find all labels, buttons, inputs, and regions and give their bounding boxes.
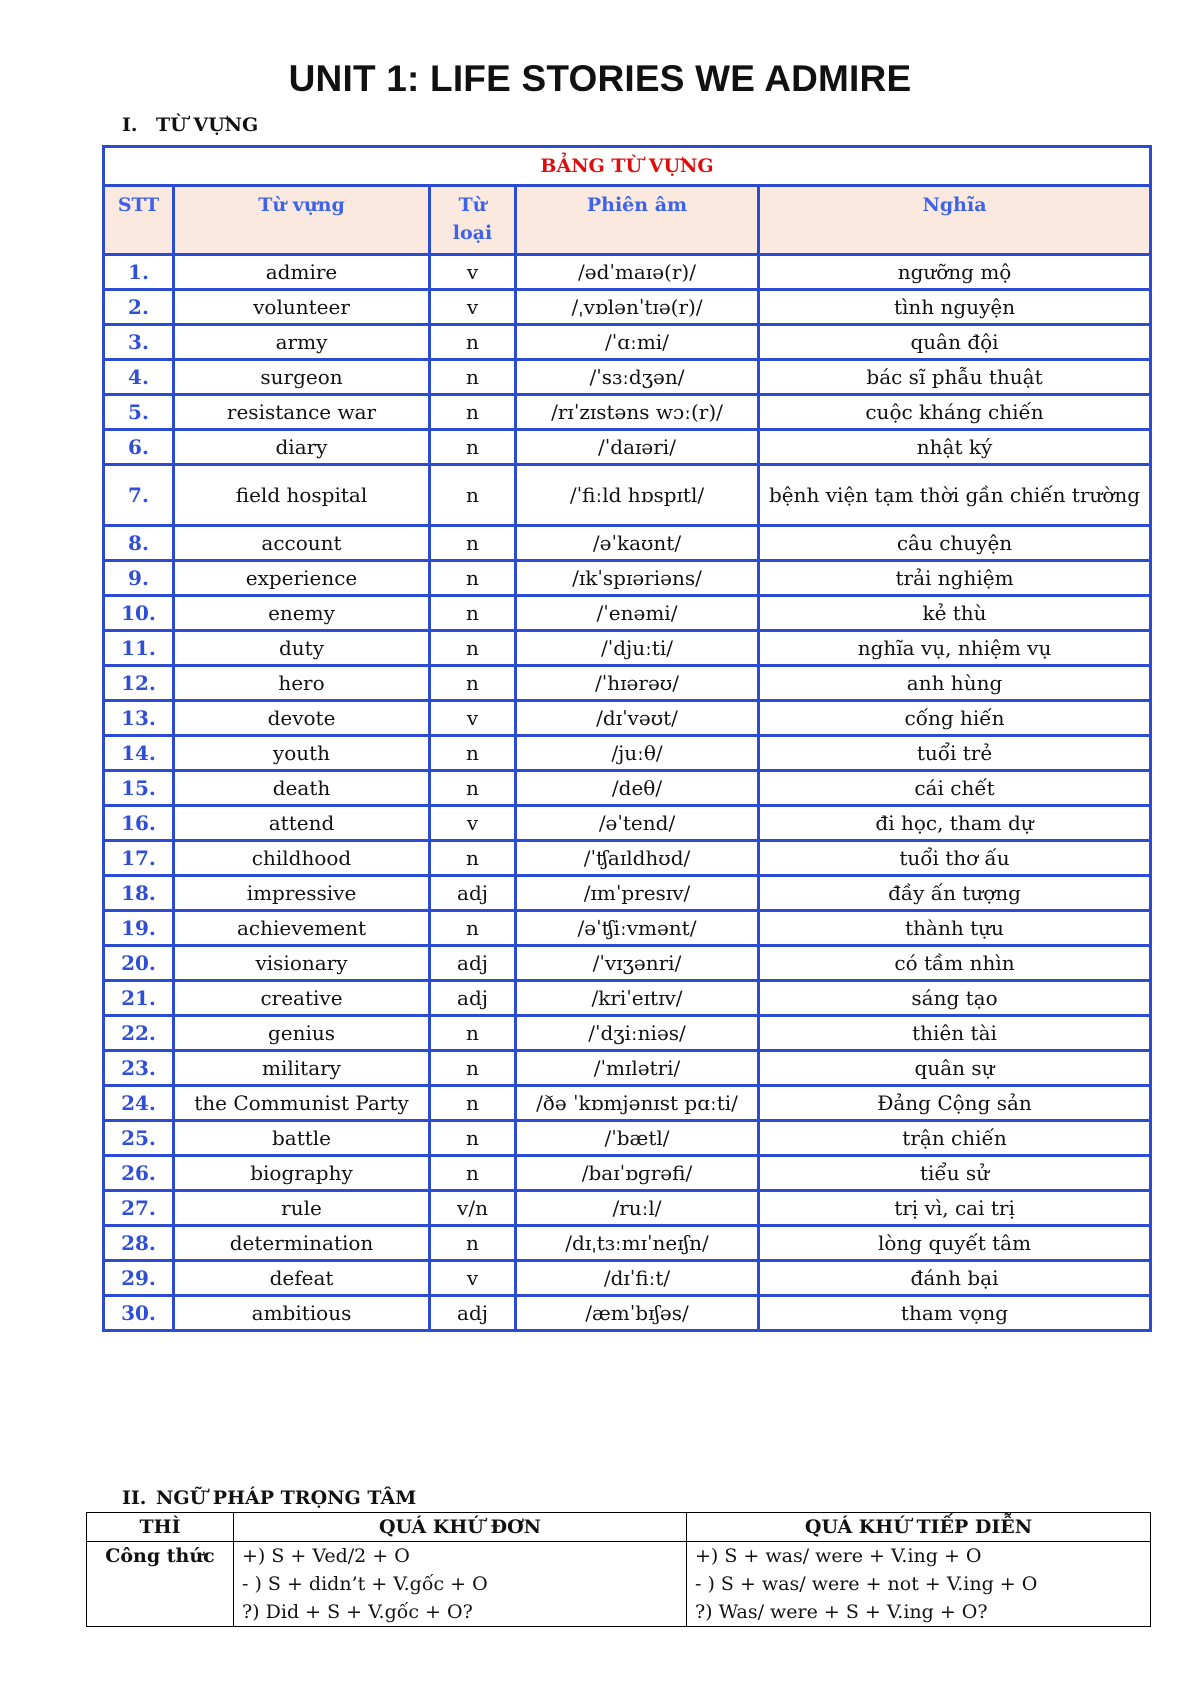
vocab-meaning: cái chết <box>759 771 1151 806</box>
vocab-index: 14. <box>104 736 174 771</box>
vocab-meaning: thành tựu <box>759 911 1151 946</box>
section-label: NGỮ PHÁP TRỌNG TÂM <box>156 1487 417 1509</box>
vocab-word-class: n <box>430 561 516 596</box>
table-row <box>104 526 1151 561</box>
vocab-word: attend <box>174 806 430 841</box>
vocab-word-class: n <box>430 325 516 360</box>
table-row <box>104 701 1151 736</box>
formula-line: +) S + Ved/2 + O <box>242 1545 410 1567</box>
past-simple-formula <box>234 1542 687 1627</box>
vocab-pronunciation: /ədˈmaɪə(r)/ <box>516 255 759 290</box>
header-pronunciation: Phiên âm <box>516 186 759 255</box>
vocab-word: experience <box>174 561 430 596</box>
table-row <box>104 1261 1151 1296</box>
vocab-index: 1. <box>104 255 174 290</box>
vocab-word: ambitious <box>174 1296 430 1331</box>
vocab-word-class: v <box>430 290 516 325</box>
vocab-meaning: Đảng Cộng sản <box>759 1086 1151 1121</box>
vocab-pronunciation: /ˌvɒlənˈtɪə(r)/ <box>516 290 759 325</box>
formula-line: - ) S + was/ were + not + V.ing + O <box>695 1573 1038 1595</box>
vocab-index: 28. <box>104 1226 174 1261</box>
vocab-index: 17. <box>104 841 174 876</box>
vocab-word-class: n <box>430 1051 516 1086</box>
vocab-meaning: câu chuyện <box>759 526 1151 561</box>
vocab-pronunciation: /ˈhɪərəʊ/ <box>516 666 759 701</box>
header-word: Từ vựng <box>174 186 430 255</box>
vocab-word: creative <box>174 981 430 1016</box>
vocab-pronunciation: /ˈsɜːdʒən/ <box>516 360 759 395</box>
vocab-index: 29. <box>104 1261 174 1296</box>
vocab-meaning: tiểu sử <box>759 1156 1151 1191</box>
vocab-pronunciation: /ˈdʒiːniəs/ <box>516 1016 759 1051</box>
vocab-pronunciation: /ˈfiːld hɒspɪtl/ <box>516 465 759 526</box>
vocab-meaning: sáng tạo <box>759 981 1151 1016</box>
vocab-index: 22. <box>104 1016 174 1051</box>
vocab-index: 24. <box>104 1086 174 1121</box>
vocab-index: 27. <box>104 1191 174 1226</box>
vocab-word: field hospital <box>174 465 430 526</box>
vocab-word-class: adj <box>430 1296 516 1331</box>
vocab-word: achievement <box>174 911 430 946</box>
vocab-word-class: n <box>430 430 516 465</box>
vocab-word: youth <box>174 736 430 771</box>
vocab-index: 19. <box>104 911 174 946</box>
section-label: TỪ VỰNG <box>156 114 259 136</box>
vocab-index: 5. <box>104 395 174 430</box>
vocab-word: genius <box>174 1016 430 1051</box>
table-row <box>104 1226 1151 1261</box>
vocab-meaning: trị vì, cai trị <box>759 1191 1151 1226</box>
header-meaning: Nghĩa <box>759 186 1151 255</box>
vocab-meaning: trải nghiệm <box>759 561 1151 596</box>
vocab-meaning: tham vọng <box>759 1296 1151 1331</box>
vocab-meaning: bệnh viện tạm thời gần chiến trường <box>759 465 1151 526</box>
vocab-index: 11. <box>104 631 174 666</box>
vocab-index: 10. <box>104 596 174 631</box>
vocab-word-class: n <box>430 666 516 701</box>
vocab-meaning: quân đội <box>759 325 1151 360</box>
header-past-continuous: QUÁ KHỨ TIẾP DIỄN <box>687 1513 1151 1542</box>
vocab-meaning: nhật ký <box>759 430 1151 465</box>
vocab-meaning: có tầm nhìn <box>759 946 1151 981</box>
vocab-word: army <box>174 325 430 360</box>
table-row <box>104 1086 1151 1121</box>
vocab-index: 4. <box>104 360 174 395</box>
vocab-meaning: cống hiến <box>759 701 1151 736</box>
vocab-word: duty <box>174 631 430 666</box>
vocab-index: 2. <box>104 290 174 325</box>
vocab-index: 30. <box>104 1296 174 1331</box>
table-row <box>104 946 1151 981</box>
vocab-index: 8. <box>104 526 174 561</box>
table-row <box>104 911 1151 946</box>
formula-line: - ) S + didn’t + V.gốc + O <box>242 1573 488 1595</box>
vocab-word-class: n <box>430 1121 516 1156</box>
vocab-pronunciation: /ˈɑːmi/ <box>516 325 759 360</box>
vocab-index: 12. <box>104 666 174 701</box>
vocab-index: 6. <box>104 430 174 465</box>
page-title: UNIT 1: LIFE STORIES WE ADMIRE <box>288 58 912 99</box>
vocab-word: surgeon <box>174 360 430 395</box>
table-row <box>104 255 1151 290</box>
table-row <box>104 841 1151 876</box>
formula-line: ?) Was/ were + S + V.ing + O? <box>695 1601 988 1623</box>
vocab-meaning: tuổi trẻ <box>759 736 1151 771</box>
vocab-meaning: cuộc kháng chiến <box>759 395 1151 430</box>
vocab-meaning: đánh bại <box>759 1261 1151 1296</box>
header-word-class: Từ loại <box>430 186 516 255</box>
table-row <box>104 1296 1151 1331</box>
vocab-word: enemy <box>174 596 430 631</box>
vocab-index: 15. <box>104 771 174 806</box>
table-row <box>104 290 1151 325</box>
vocab-word-class: n <box>430 596 516 631</box>
vocab-word: admire <box>174 255 430 290</box>
vocab-word-class: n <box>430 526 516 561</box>
table-row <box>104 981 1151 1016</box>
vocab-pronunciation: /dɪˈfiːt/ <box>516 1261 759 1296</box>
vocab-meaning: tuổi thơ ấu <box>759 841 1151 876</box>
vocab-word-class: n <box>430 1016 516 1051</box>
vocab-word: account <box>174 526 430 561</box>
vocab-word-class: n <box>430 631 516 666</box>
vocab-pronunciation: /ˈʧaɪldhʊd/ <box>516 841 759 876</box>
vocab-word-class: adj <box>430 876 516 911</box>
table-row <box>104 1191 1151 1226</box>
vocab-index: 13. <box>104 701 174 736</box>
table-row <box>104 596 1151 631</box>
vocab-word: biography <box>174 1156 430 1191</box>
vocab-pronunciation: /əˈʧiːvmənt/ <box>516 911 759 946</box>
vocab-pronunciation: /ˈdjuːti/ <box>516 631 759 666</box>
section-heading-vocabulary <box>122 114 258 136</box>
vocab-word-class: n <box>430 736 516 771</box>
vocab-pronunciation: /əˈkaʊnt/ <box>516 526 759 561</box>
vocab-word: diary <box>174 430 430 465</box>
vocab-meaning: tình nguyện <box>759 290 1151 325</box>
table-row <box>104 430 1151 465</box>
vocab-meaning: thiên tài <box>759 1016 1151 1051</box>
vocab-word-class: n <box>430 1226 516 1261</box>
vocab-meaning: đi học, tham dự <box>759 806 1151 841</box>
vocab-word: rule <box>174 1191 430 1226</box>
vocab-pronunciation: /ˈvɪʒənri/ <box>516 946 759 981</box>
vocab-meaning: anh hùng <box>759 666 1151 701</box>
formula-line: +) S + was/ were + V.ing + O <box>695 1545 982 1567</box>
vocab-word: military <box>174 1051 430 1086</box>
vocab-index: 18. <box>104 876 174 911</box>
grammar-table <box>86 1512 1151 1627</box>
vocab-word-class: v <box>430 1261 516 1296</box>
vocab-index: 23. <box>104 1051 174 1086</box>
vocab-word-class: n <box>430 1156 516 1191</box>
vocab-meaning: đầy ấn tượng <box>759 876 1151 911</box>
vocab-index: 26. <box>104 1156 174 1191</box>
vocab-word: hero <box>174 666 430 701</box>
section-number: II. <box>122 1487 147 1509</box>
vocab-word-class: n <box>430 395 516 430</box>
vocab-word-class: v/n <box>430 1191 516 1226</box>
vocab-word-class: v <box>430 255 516 290</box>
vocab-pronunciation: /ɪmˈpresɪv/ <box>516 876 759 911</box>
vocab-word-class: adj <box>430 981 516 1016</box>
vocab-word: defeat <box>174 1261 430 1296</box>
vocab-index: 3. <box>104 325 174 360</box>
table-row <box>104 771 1151 806</box>
table-row <box>104 561 1151 596</box>
table-row <box>104 1051 1151 1086</box>
vocab-index: 20. <box>104 946 174 981</box>
vocab-index: 9. <box>104 561 174 596</box>
vocab-pronunciation: /dɪˌtɜːmɪˈneɪʃn/ <box>516 1226 759 1261</box>
vocab-word: devote <box>174 701 430 736</box>
table-row <box>104 666 1151 701</box>
vocabulary-table-caption: BẢNG TỪ VỰNG <box>104 147 1151 186</box>
table-row <box>104 1156 1151 1191</box>
vocab-pronunciation: /ˈdaɪəri/ <box>516 430 759 465</box>
vocab-pronunciation: /baɪˈɒɡrəfi/ <box>516 1156 759 1191</box>
vocab-pronunciation: /ˈbætl/ <box>516 1121 759 1156</box>
table-row <box>104 395 1151 430</box>
header-tense: THÌ <box>87 1513 234 1542</box>
vocab-word-class: n <box>430 465 516 526</box>
vocab-word: resistance war <box>174 395 430 430</box>
vocab-word: determination <box>174 1226 430 1261</box>
vocab-word: impressive <box>174 876 430 911</box>
header-past-simple: QUÁ KHỨ ĐƠN <box>234 1513 687 1542</box>
vocab-word: the Communist Party <box>174 1086 430 1121</box>
vocab-word-class: n <box>430 360 516 395</box>
formula-label: Công thức <box>87 1542 234 1627</box>
vocab-word: childhood <box>174 841 430 876</box>
table-row <box>104 806 1151 841</box>
vocab-meaning: kẻ thù <box>759 596 1151 631</box>
header-stt: STT <box>104 186 174 255</box>
vocab-index: 21. <box>104 981 174 1016</box>
vocab-meaning: quân sự <box>759 1051 1151 1086</box>
vocab-meaning: ngưỡng mộ <box>759 255 1151 290</box>
vocabulary-table <box>102 145 1152 1332</box>
vocab-word: death <box>174 771 430 806</box>
vocab-word-class: v <box>430 701 516 736</box>
vocab-meaning: trận chiến <box>759 1121 1151 1156</box>
vocab-word: visionary <box>174 946 430 981</box>
table-row <box>104 360 1151 395</box>
past-continuous-formula <box>687 1542 1151 1627</box>
vocab-pronunciation: /rɪˈzɪstəns wɔː(r)/ <box>516 395 759 430</box>
vocab-pronunciation: /əˈtend/ <box>516 806 759 841</box>
section-heading-grammar <box>122 1487 416 1509</box>
formula-line: ?) Did + S + V.gốc + O? <box>242 1601 473 1623</box>
vocab-pronunciation: /kriˈeɪtɪv/ <box>516 981 759 1016</box>
vocab-word-class: n <box>430 1086 516 1121</box>
vocab-word: volunteer <box>174 290 430 325</box>
vocab-index: 7. <box>104 465 174 526</box>
vocab-meaning: nghĩa vụ, nhiệm vụ <box>759 631 1151 666</box>
vocab-word-class: n <box>430 771 516 806</box>
table-row <box>104 631 1151 666</box>
section-number: I. <box>122 114 138 136</box>
table-row <box>104 1121 1151 1156</box>
vocab-meaning: lòng quyết tâm <box>759 1226 1151 1261</box>
vocab-pronunciation: /deθ/ <box>516 771 759 806</box>
vocab-pronunciation: /ruːl/ <box>516 1191 759 1226</box>
vocab-word: battle <box>174 1121 430 1156</box>
vocab-pronunciation: /ɪkˈspɪəriəns/ <box>516 561 759 596</box>
vocab-index: 25. <box>104 1121 174 1156</box>
vocab-pronunciation: /æmˈbɪʃəs/ <box>516 1296 759 1331</box>
table-row <box>104 876 1151 911</box>
table-row <box>104 736 1151 771</box>
table-row <box>104 325 1151 360</box>
vocab-pronunciation: /ˈmɪlətri/ <box>516 1051 759 1086</box>
vocab-pronunciation: /ˈenəmi/ <box>516 596 759 631</box>
vocab-word-class: n <box>430 841 516 876</box>
vocab-pronunciation: /juːθ/ <box>516 736 759 771</box>
vocab-pronunciation: /dɪˈvəʊt/ <box>516 701 759 736</box>
table-row <box>104 1016 1151 1051</box>
vocab-pronunciation: /ðə ˈkɒmjənɪst pɑːti/ <box>516 1086 759 1121</box>
table-row <box>104 465 1151 526</box>
vocab-word-class: n <box>430 911 516 946</box>
vocab-meaning: bác sĩ phẫu thuật <box>759 360 1151 395</box>
vocab-index: 16. <box>104 806 174 841</box>
vocab-word-class: v <box>430 806 516 841</box>
vocab-word-class: adj <box>430 946 516 981</box>
